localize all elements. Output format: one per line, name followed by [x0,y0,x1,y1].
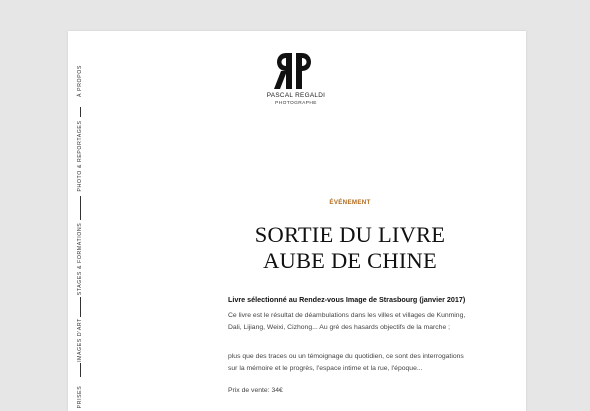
nav-item-a-propos[interactable]: À PROPOS [77,65,83,97]
pr-logo[interactable] [272,51,316,91]
nav-item-prises[interactable]: PRISES [77,385,83,409]
category-label[interactable]: ÉVÉNEMENT [329,199,371,206]
nav-item-photo-reportages[interactable]: PHOTO & REPORTAGES [77,120,83,192]
title-line-1: SORTIE DU LIVRE [254,222,446,247]
article-paragraph-2: plus que des traces ou un témoignage du quotidien, ce sont des interrogations sur la mémoire et le progrès, l'espace intime et la rue, l'époque... [228,353,464,373]
article-subtitle: Livre sélectionné au Rendez-vous Image de Strasbourg (janvier 2017) [228,295,466,304]
price-text: Prix de vente: 34€ [228,387,283,394]
nav-divider [80,297,81,317]
article-paragraph-1: Ce livre est le résultat de déambulations dans les villes et villages de Kunming, Dali, Lijiang, Weixi, Cizhong... Au gré des hasards objectifs de la marche ; [228,312,466,332]
nav-item-images-d-art[interactable]: IMAGES D'ART [77,318,83,362]
nav-item-stages-formations[interactable]: STAGES & FORMATIONS [77,222,83,296]
nav-divider [80,363,81,377]
brand-name: PASCAL REGALDI [266,92,326,99]
nav-divider [80,196,81,220]
brand-subtitle: PHOTOGRAPHE [275,101,317,106]
nav-divider [80,107,81,117]
page [68,31,526,411]
vertical-nav [68,31,92,411]
article-title [228,222,472,274]
title-line-2: AUBE DE CHINE [263,248,437,273]
